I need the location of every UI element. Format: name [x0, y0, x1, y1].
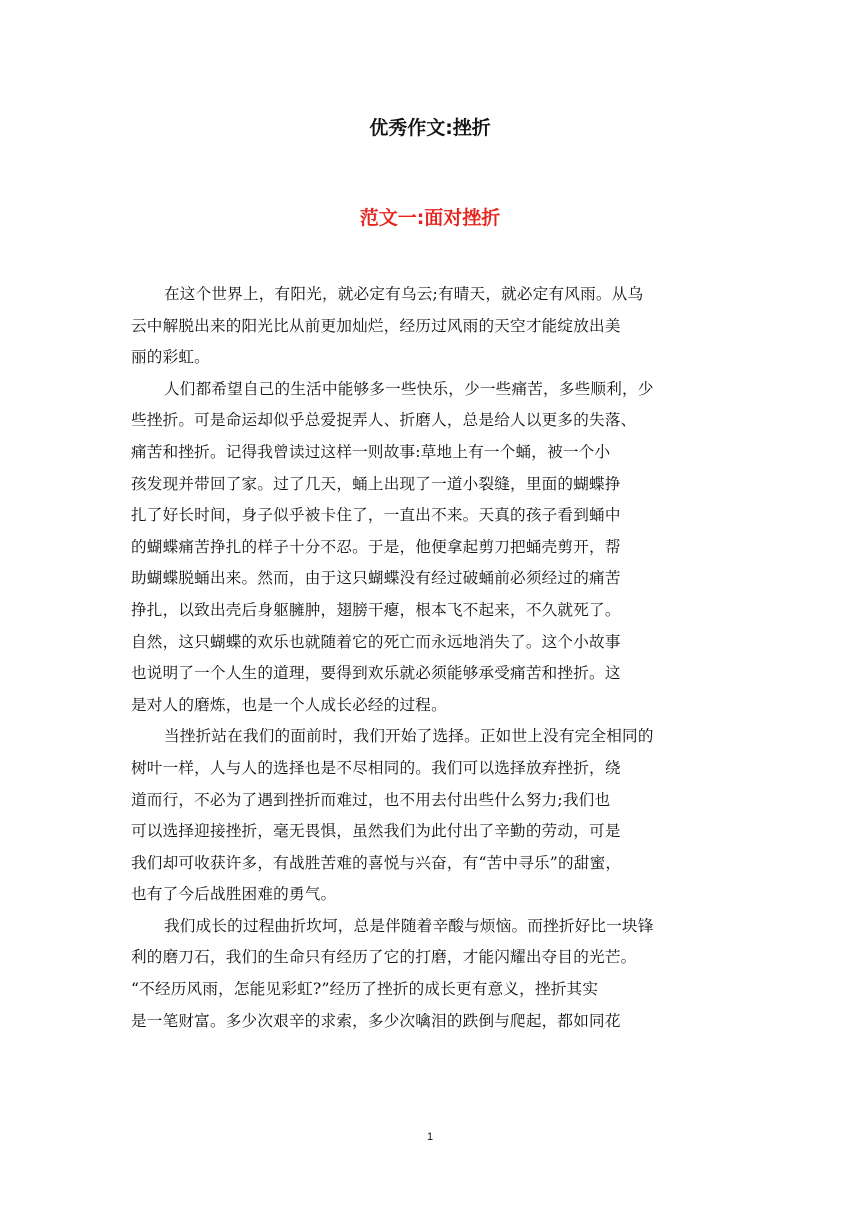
- body-line: 也有了今后战胜困难的勇气。: [131, 885, 337, 904]
- body-line: 助蝴蝶脱蛹出来。然而，由于这只蝴蝶没有经过破蛹前必须经过的痛苦: [131, 569, 621, 588]
- body-line: 是一笔财富。多少次艰辛的求索，多少次噙泪的跌倒与爬起，都如同花: [131, 1011, 621, 1030]
- body-line: 利的磨刀石，我们的生命只有经历了它的打磨，才能闪耀出夺目的光芒。: [131, 948, 637, 967]
- essay-title: 范文一:面对挫折: [359, 207, 501, 229]
- document-title: 优秀作文:挫折: [369, 117, 491, 139]
- body-line: “不经历风雨，怎能见彩虹?”经历了挫折的成长更有意义，挫折其实: [131, 980, 599, 999]
- essay-body: [131, 279, 731, 1037]
- body-line: 孩发现并带回了家。过了几天，蛹上出现了一道小裂缝，里面的蝴蝶挣: [131, 474, 621, 493]
- body-line: 我们却可收获许多，有战胜苦难的喜悦与兴奋，有“苦中寻乐”的甜蜜，: [131, 853, 622, 872]
- body-line: 我们成长的过程曲折坎坷，总是伴随着辛酸与烦恼。而挫折好比一块锋: [164, 916, 654, 935]
- body-line: 自然，这只蝴蝶的欢乐也就随着它的死亡而永远地消失了。这个小故事: [131, 632, 621, 651]
- body-line: 是对人的磨炼，也是一个人成长必经的过程。: [131, 695, 447, 714]
- body-line: 可以选择迎接挫折，毫无畏惧，虽然我们为此付出了辛勤的劳动，可是: [131, 822, 621, 841]
- page-number: 1: [426, 1131, 434, 1143]
- body-line: 树叶一样，人与人的选择也是不尽相同的。我们可以选择放弃挫折，绕: [131, 758, 621, 777]
- body-line: 些挫折。可是命运却似乎总爱捉弄人、折磨人，总是给人以更多的失落、: [131, 411, 637, 430]
- body-line: 人们都希望自己的生活中能够多一些快乐，少一些痛苦，多些顺利，少: [164, 379, 654, 398]
- body-line: 的蝴蝶痛苦挣扎的样子十分不忍。于是，他便拿起剪刀把蛹壳剪开，帮: [131, 537, 621, 556]
- body-line: 痛苦和挫折。记得我曾读过这样一则故事:草地上有一个蛹，被一个小: [131, 442, 611, 461]
- body-line: 云中解脱出来的阳光比从前更加灿烂，经历过风雨的天空才能绽放出美: [131, 316, 621, 335]
- body-line: 也说明了一个人生的道理，要得到欢乐就必须能够承受痛苦和挫折。这: [131, 664, 621, 683]
- body-line: 挣扎，以致出壳后身躯臃肿，翅膀干瘪，根本飞不起来，不久就死了。: [131, 600, 621, 619]
- body-line: 当挫折站在我们的面前时，我们开始了选择。正如世上没有完全相同的: [164, 727, 654, 746]
- body-line: 道而行，不必为了遇到挫折而难过，也不用去付出些什么努力;我们也: [131, 790, 611, 809]
- body-line: 扎了好长时间，身子似乎被卡住了，一直出不来。天真的孩子看到蛹中: [131, 506, 621, 525]
- body-line: 在这个世界上，有阳光，就必定有乌云;有晴天，就必定有风雨。从乌: [164, 285, 644, 303]
- body-line: 丽的彩虹。: [131, 348, 210, 367]
